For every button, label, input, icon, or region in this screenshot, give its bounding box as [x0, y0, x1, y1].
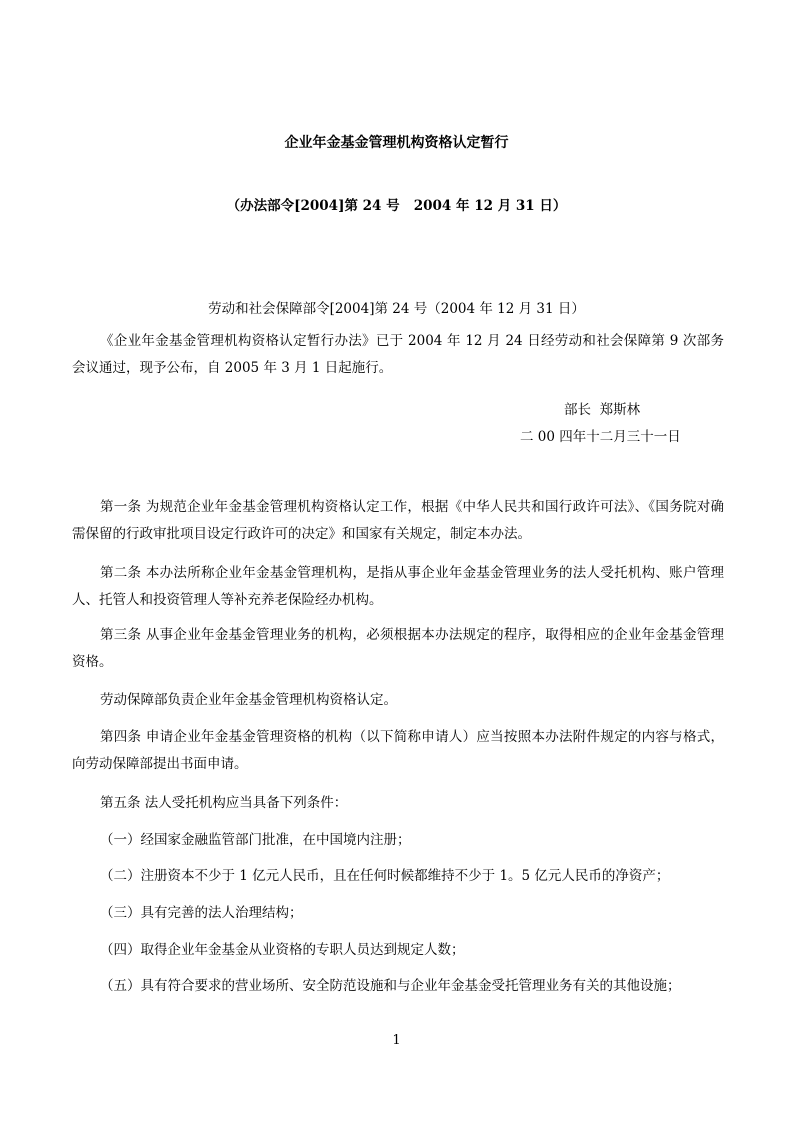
article-5-paragraph: 第五条 法人受托机构应当具备下列条件：	[100, 795, 348, 811]
condition-2-paragraph: （二）注册资本不少于 1 亿元人民币，且在任何时候都维持不少于 1。5 亿元人民币的净资产；	[100, 868, 670, 884]
article-4-paragraph: 第四条 申请企业年金基金管理资格的机构（以下简称申请人）应当按照本办法附件规定的内容与格式，向劳动保障部提出书面申请。	[72, 729, 724, 772]
sign-date: 二 00 四年十二月三十一日	[520, 429, 681, 445]
preamble-paragraph: 《企业年金基金管理机构资格认定暂行办法》已于 2004 年 12 月 24 日经劳动和社会保障第 9 次部务会议通过，现予公布，自 2005 年 3 月 1 日起施行。	[72, 333, 724, 376]
document-subtitle: （办法部令[2004]第 24 号 2004 年 12 月 31 日）	[226, 198, 567, 214]
condition-1-paragraph: （一）经国家金融监管部门批准，在中国境内注册；	[100, 832, 411, 848]
article-1-paragraph: 第一条 为规范企业年金基金管理机构资格认定工作，根据《中华人民共和国行政许可法》、《国务院对确需保留的行政审批项目设定行政许可的决定》和国家有关规定，制定本办法。	[72, 499, 724, 542]
signatory: 部长 郑斯林	[564, 402, 641, 418]
condition-4-paragraph: （四）取得企业年金基金从业资格的专职人员达到规定人数；	[100, 942, 465, 958]
issuer-line: 劳动和社会保障部令[2004]第 24 号（2004 年 12 月 31 日）	[208, 301, 585, 317]
condition-3-paragraph: （三）具有完善的法人治理结构；	[100, 905, 303, 921]
article-3-note-paragraph: 劳动保障部负责企业年金基金管理机构资格认定。	[100, 692, 397, 708]
document-title: 企业年金基金管理机构资格认定暂行	[284, 135, 509, 151]
article-2-paragraph: 第二条 本办法所称企业年金基金管理机构，是指从事企业年金基金管理业务的法人受托机构、账户管理人、托管人和投资管理人等补充养老保险经办机构。	[72, 565, 724, 608]
condition-5-paragraph: （五）具有符合要求的营业场所、安全防范设施和与企业年金基金受托管理业务有关的其他设施；	[100, 978, 681, 994]
page-number: 1	[392, 1033, 401, 1048]
article-3-paragraph: 第三条 从事企业年金基金管理业务的机构，必须根据本办法规定的程序，取得相应的企业年金基金管理资格。	[72, 627, 724, 670]
